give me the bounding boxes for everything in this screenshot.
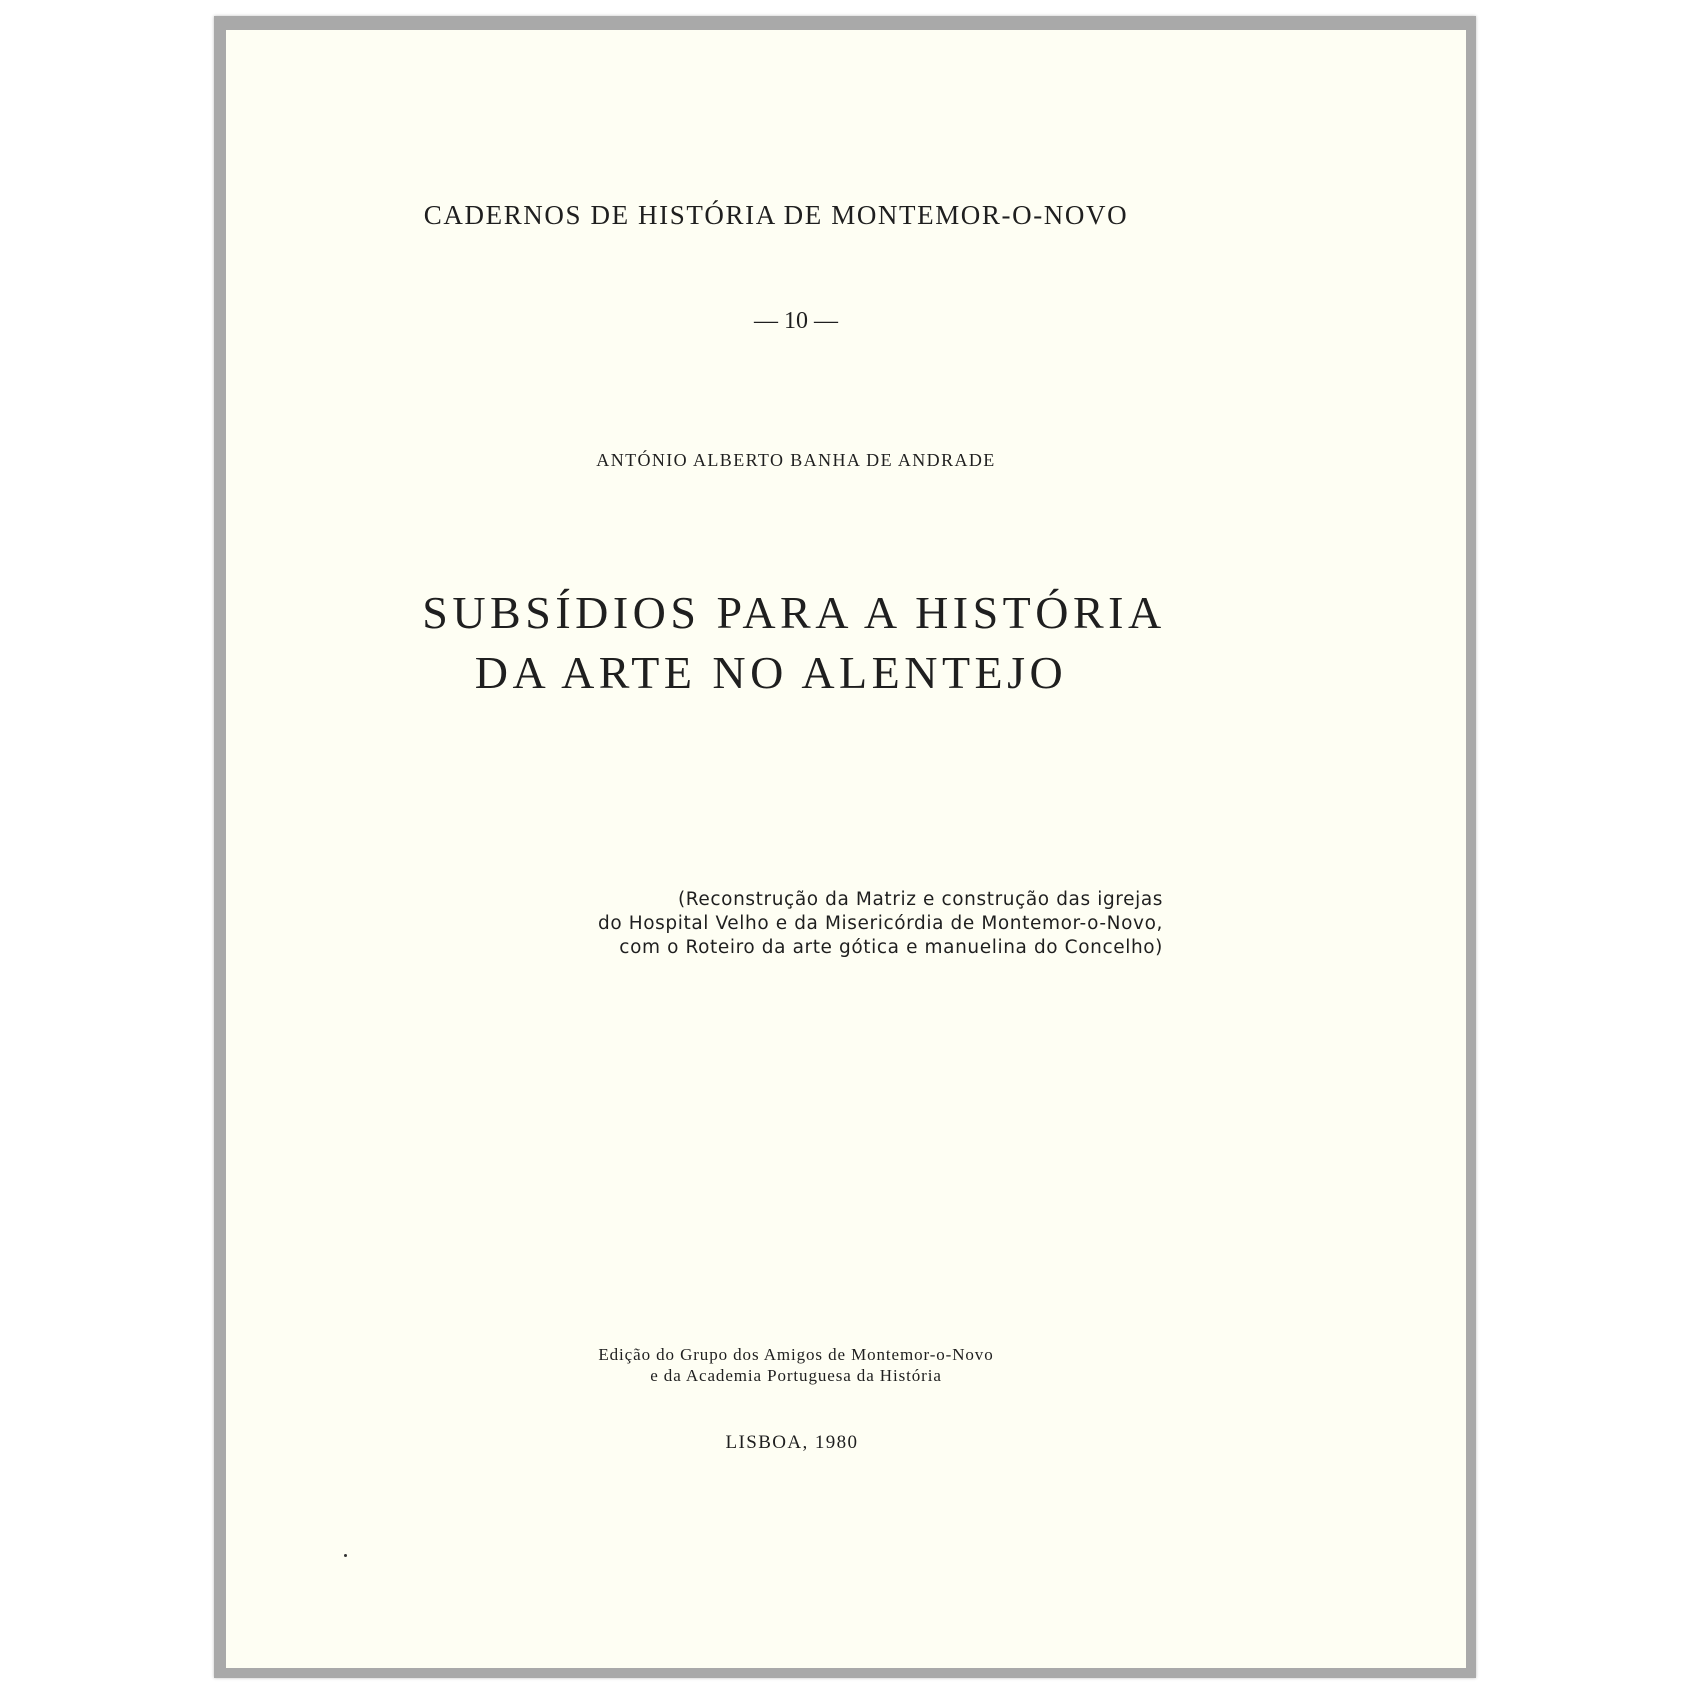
book-title-line-2: DA ARTE NO ALENTEJO [474,647,1068,698]
subtitle-block [526,888,1163,960]
volume-number: — 10 — [754,308,838,334]
edition-line-2: e da Academia Portuguesa da História [650,1366,942,1385]
paper-speck [344,1554,347,1557]
scan-frame [214,16,1476,1678]
series-title: CADERNOS DE HISTÓRIA DE MONTEMOR-O-NOVO [423,200,1129,230]
title-page [226,30,1466,1668]
subtitle-line-2: do Hospital Velho e da Misericórdia de Montemor-o-Novo, [597,913,1163,934]
place-and-date: LISBOA, 1980 [725,1432,859,1453]
edition-line-1: Edição do Grupo dos Amigos de Montemor-o-Novo [598,1345,994,1364]
book-title-line-1: SUBSÍDIOS PARA A HISTÓRIA [422,587,1166,638]
subtitle-line-1: (Reconstrução da Matriz e construção das igrejas [677,889,1163,910]
subtitle-line-3: com o Roteiro da arte gótica e manuelina do Concelho) [619,937,1163,958]
author-name: ANTÓNIO ALBERTO BANHA DE ANDRADE [596,450,996,470]
